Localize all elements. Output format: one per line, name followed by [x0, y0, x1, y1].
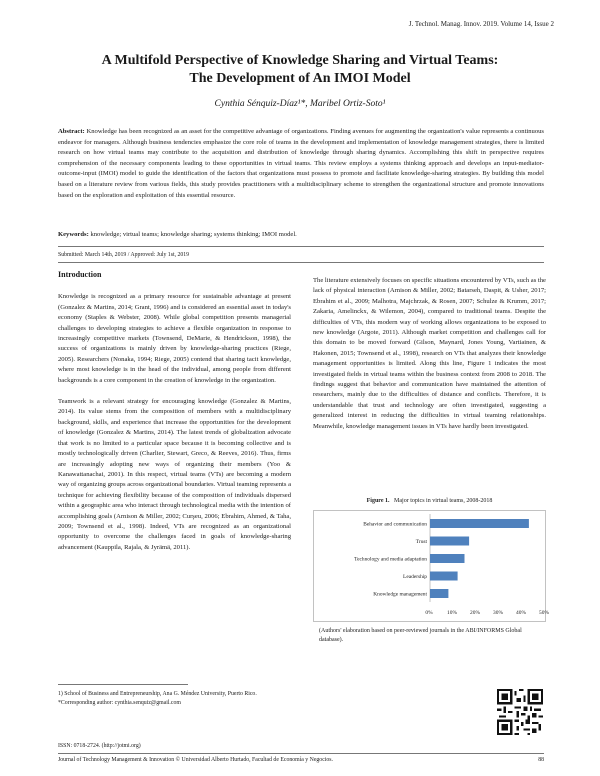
figure-caption [313, 498, 546, 504]
bar-chart [313, 510, 549, 622]
divider [58, 262, 544, 263]
footnote-divider [58, 684, 188, 685]
bar [430, 519, 529, 528]
x-tick-label: 30% [493, 610, 503, 616]
x-tick-label: 50% [539, 610, 549, 616]
left-column [58, 270, 291, 564]
qr-code [497, 689, 543, 735]
bar [430, 554, 465, 563]
paragraph: Teamwork is a relevant strategy for encouraging knowledge (Gonzalez & Martins, 2014). Its value stems from the composition of members with a multidisciplinary background, skills, and experience that increase the opportunities for the development of knowledge (Gonzalez & Martins, 2014). The latest trends of globalization advocate that work is no limited to a particular space because it is becoming collective and is mostly technologically driven (Charlier, Stewart, Greco, & Reeves, 2016). Thus, firms are increasingly adopting new ways of organizing their members (Yoo & Kanawattanachai, 2001). In this respect, virtual teams (VTs) are becoming a modern way of organizing groups across organizational boundaries. Virtual teaming represents a technique for achieving flexibility because of the composition of individuals dispersed within a geographic area who interact through technological media with the intention of accomplishing goals (Arnison & Miller, 2002; Curşeu, 2006; Ebrahim, Ahmed, & Taha, 2009; Townsend et al., 1998). Indeed, VTs are recognized as an organizational opportunity to overcome the challenges faced in goals of knowledge-sharing advancement (Kauppila, Rajala, & Jyrämä, 2011). [58, 398, 291, 551]
journal-copyright: Journal of Technology Management & Innovation © Universidad Alberto Hurtado, Facultad de Economía y Negocios. [58, 757, 333, 763]
paragraph: Knowledge is recognized as a primary resource for sustainable advantage at present (Gonzalez & Martins, 2014; Grant, 1996) and is considered an essential asset in today's economy (Staples & Webster, 2008). While global competition presents managerial challenges to developing strategies to achieve a flexible organization in response to increasingly competitive markets (Townsend, DeMarie, & Hendrickson, 1998), the success of organizations is mainly driven by knowledge-sharing practices (Riege, 2005). Researchers (Nonaka, 1994; Riege, 2005) contend that sharing tacit knowledge, where most knowledge is in the head of the individual, among people from different backgrounds is a core component in the creation of knowledge in the organization. [58, 293, 291, 384]
affiliation-note: 1) School of Business and Entrepreneurship, Ana G. Méndez University, Puerto Rico. [58, 691, 257, 697]
figure-label: Figure 1. [366, 498, 390, 504]
category-label: Technology and media adaptation [354, 556, 427, 563]
right-column [313, 276, 546, 443]
title-line-1: A Multifold Perspective of Knowledge Sharing and Virtual Teams: [101, 53, 499, 68]
journal-reference: J. Technol. Manag. Innov. 2019. Volume 14, Issue 2 [408, 20, 554, 28]
footer-divider [58, 753, 544, 754]
paragraph: The literature extensively focuses on specific situations encountered by VTs, such as the lack of physical interaction (Arnison & Miller, 2002; Batarseh, Daspit, & Usher, 2017; Ebrahim et al., 2009; Malhotra, Majchrzak, & Rosen, 2007; Schulze & Krumm, 2017; Zakaria, Amelinckx, & Wilemon, 2004), compared to traditional teams. Despite the difficulties of VTs, this modern way of working allows organizations to be exposed to new knowledge (Argote, 2011). Although market competition and challenges call for this domain to be moved forward (Gilson, Maynard, Jones Young, Vartiainen, & Hakonen, 2015; Townsend et al., 1998), research on VTs that analyzes their knowledge management opportunities is limited. Along this line, Figure 1 indicates the most investigated fields in virtual teams within the business context from 2008 to 2018. The findings suggest that behavior and communication have maintained the attention of researchers, mainly due to the difficulties of distance and conflicts. Therefore, it is understandable that trust and technology are often investigated, suggesting a generalized interest in reducing the difficulties in virtual teaming relationships. Meanwhile, knowledge management issues in VTs have hardly been investigated. [313, 277, 546, 430]
issn: ISSN: 0718-2724. (http://jotmi.org) [58, 743, 141, 749]
x-tick-label: 10% [447, 610, 457, 616]
category-label: Leadership [403, 574, 427, 580]
bar [430, 537, 469, 546]
category-label: Knowledge management [373, 591, 427, 598]
abstract-text: Knowledge has been recognized as an asset for the competitive advantage of organizations. Finding avenues for augmenting the organization's value represents a continuous endeavor for managers. Although business tendencies emphasize the core role of teams in the development and implementation of knowledge management strategies, there is limited research on how virtual teams may contribute to the acquisition and distribution of knowledge through sharing dynamics. Accomplishing this shift in perspective requires comprehension of the necessary components leading to these opportunities in virtual teams. This review employs a systems thinking approach and develops an input-mediator-outcome-input (IMOI) model to guide the identification of the factors that organizations must possess to promote and facilitate knowledge-sharing strategies. By building this model based on a literature review from various fields, this study provides practitioners with a multidisciplinary scheme to strengthen the organizational structure and promote innovations based on the exploration and exploitation of this essential resource. [58, 128, 544, 199]
x-tick-label: 20% [470, 610, 480, 616]
corresponding-author-note: *Corresponding author: cynthia.senquiz@gmail.com [58, 700, 181, 706]
figure-note: (Authors' elaboration based on peer-reviewed journals in the ABI/INFORMS Global database). [319, 628, 522, 643]
submission-dates: Submitted: March 14th, 2019 / Approved: July 1st, 2019 [58, 252, 190, 258]
category-label: Behavior and communication [363, 521, 427, 528]
abstract [58, 127, 544, 201]
title-line-2: The Development of An IMOI Model [189, 71, 411, 86]
keywords [58, 231, 544, 238]
footnotes [58, 690, 257, 708]
category-label: Trust [415, 539, 427, 545]
page-footer [58, 757, 544, 763]
bar [430, 572, 458, 581]
x-tick-label: 40% [516, 610, 526, 616]
keywords-label: Keywords: [58, 231, 89, 238]
divider [58, 246, 544, 247]
abstract-label: Abstract: [58, 128, 85, 135]
keywords-text: knowledge; virtual teams; knowledge sharing; systems thinking; IMOI model. [90, 231, 297, 238]
author-list: Cynthia Sénquiz-Díaz¹*, Maribel Ortiz-Soto¹ [214, 99, 386, 109]
section-heading: Introduction [58, 270, 102, 279]
x-tick-label: 0% [425, 610, 433, 616]
figure-caption-text: Major topics in virtual teams, 2008-2018 [394, 498, 493, 504]
article-title [40, 52, 560, 88]
bar [430, 589, 448, 598]
page-number: 88 [538, 757, 544, 763]
